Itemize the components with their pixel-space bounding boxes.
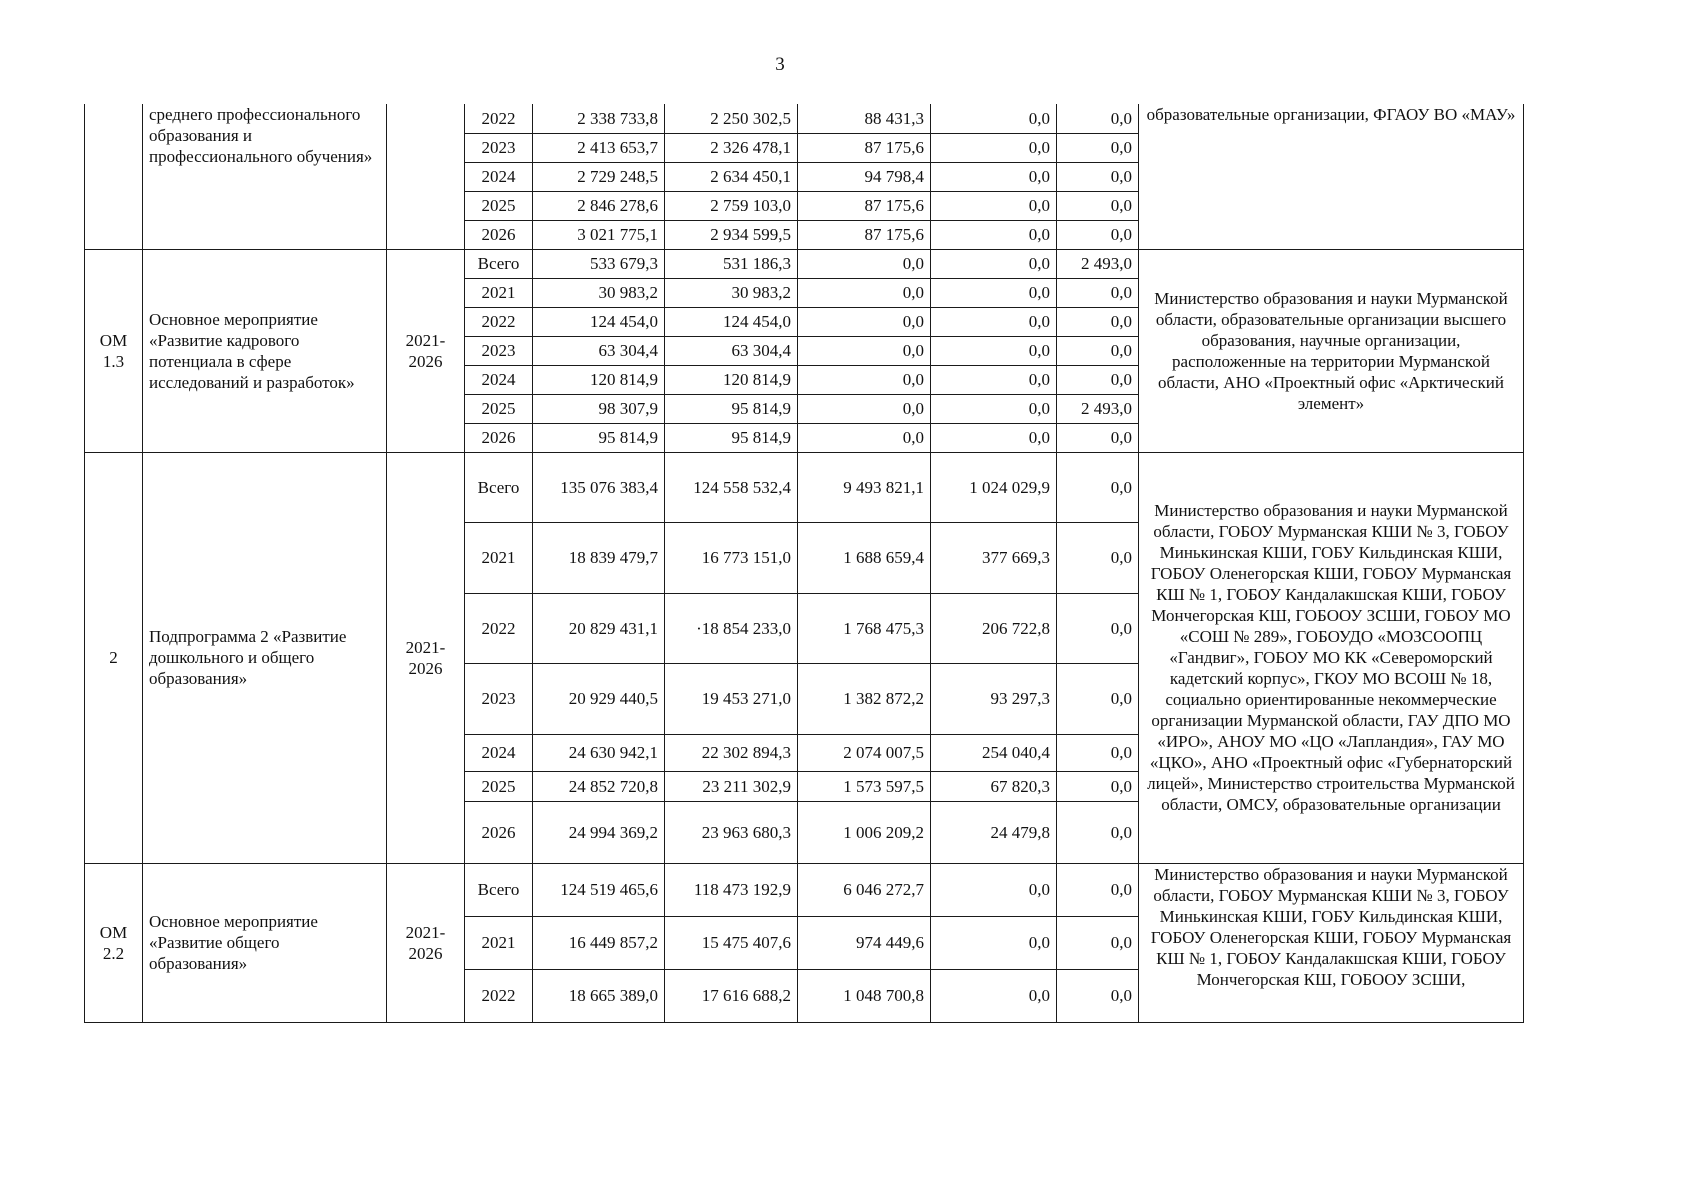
other-sources-cell: 0,0 xyxy=(1057,663,1139,734)
federal-budget-cell: 0,0 xyxy=(798,365,931,394)
local-budget-cell: 0,0 xyxy=(931,191,1057,220)
regional-budget-cell: 15 475 407,6 xyxy=(665,916,798,969)
local-budget-cell: 93 297,3 xyxy=(931,663,1057,734)
total-cell: 2 729 248,5 xyxy=(533,162,665,191)
year-cell: 2022 xyxy=(465,104,533,133)
local-budget-cell: 24 479,8 xyxy=(931,801,1057,863)
other-sources-cell: 0,0 xyxy=(1057,452,1139,522)
federal-budget-cell: 1 006 209,2 xyxy=(798,801,931,863)
total-cell: 24 630 942,1 xyxy=(533,734,665,771)
total-cell: 16 449 857,2 xyxy=(533,916,665,969)
local-budget-cell: 254 040,4 xyxy=(931,734,1057,771)
local-budget-cell: 0,0 xyxy=(931,133,1057,162)
item-code: ОМ 2.2 xyxy=(85,863,143,1022)
year-cell: 2026 xyxy=(465,423,533,452)
other-sources-cell: 0,0 xyxy=(1057,593,1139,663)
federal-budget-cell: 1 768 475,3 xyxy=(798,593,931,663)
total-cell: 124 454,0 xyxy=(533,307,665,336)
item-period: 2021-2026 xyxy=(387,249,465,452)
total-cell: 124 519 465,6 xyxy=(533,863,665,916)
regional-budget-cell: 95 814,9 xyxy=(665,423,798,452)
other-sources-cell: 0,0 xyxy=(1057,969,1139,1022)
local-budget-cell: 0,0 xyxy=(931,336,1057,365)
other-sources-cell: 0,0 xyxy=(1057,771,1139,801)
federal-budget-cell: 0,0 xyxy=(798,278,931,307)
regional-budget-cell: 124 558 532,4 xyxy=(665,452,798,522)
total-cell: 18 665 389,0 xyxy=(533,969,665,1022)
item-period: 2021-2026 xyxy=(387,863,465,1022)
other-sources-cell: 0,0 xyxy=(1057,278,1139,307)
item-code xyxy=(85,104,143,249)
regional-budget-cell: 63 304,4 xyxy=(665,336,798,365)
other-sources-cell: 0,0 xyxy=(1057,916,1139,969)
federal-budget-cell: 94 798,4 xyxy=(798,162,931,191)
regional-budget-cell: 30 983,2 xyxy=(665,278,798,307)
local-budget-cell: 206 722,8 xyxy=(931,593,1057,663)
year-cell: 2021 xyxy=(465,278,533,307)
year-cell: 2026 xyxy=(465,801,533,863)
table-row xyxy=(85,104,1524,133)
local-budget-cell: 0,0 xyxy=(931,220,1057,249)
total-cell: 533 679,3 xyxy=(533,249,665,278)
local-budget-cell: 0,0 xyxy=(931,278,1057,307)
local-budget-cell: 377 669,3 xyxy=(931,522,1057,593)
regional-budget-cell: 2 326 478,1 xyxy=(665,133,798,162)
federal-budget-cell: 2 074 007,5 xyxy=(798,734,931,771)
regional-budget-cell: 120 814,9 xyxy=(665,365,798,394)
local-budget-cell: 0,0 xyxy=(931,423,1057,452)
year-cell: 2021 xyxy=(465,522,533,593)
item-period xyxy=(387,104,465,249)
total-cell: 98 307,9 xyxy=(533,394,665,423)
federal-budget-cell: 0,0 xyxy=(798,249,931,278)
other-sources-cell: 0,0 xyxy=(1057,734,1139,771)
year-cell: Всего xyxy=(465,249,533,278)
year-cell: 2022 xyxy=(465,593,533,663)
year-cell: Всего xyxy=(465,863,533,916)
total-cell: 135 076 383,4 xyxy=(533,452,665,522)
year-cell: 2023 xyxy=(465,663,533,734)
regional-budget-cell: 17 616 688,2 xyxy=(665,969,798,1022)
total-cell: 95 814,9 xyxy=(533,423,665,452)
responsible-executors: образовательные организации, ФГАОУ ВО «МАУ» xyxy=(1139,104,1524,249)
local-budget-cell: 1 024 029,9 xyxy=(931,452,1057,522)
local-budget-cell: 0,0 xyxy=(931,249,1057,278)
federal-budget-cell: 6 046 272,7 xyxy=(798,863,931,916)
local-budget-cell: 0,0 xyxy=(931,969,1057,1022)
other-sources-cell: 0,0 xyxy=(1057,863,1139,916)
other-sources-cell: 0,0 xyxy=(1057,133,1139,162)
local-budget-cell: 0,0 xyxy=(931,104,1057,133)
total-cell: 3 021 775,1 xyxy=(533,220,665,249)
regional-budget-cell: 23 963 680,3 xyxy=(665,801,798,863)
local-budget-cell: 0,0 xyxy=(931,307,1057,336)
regional-budget-cell: 16 773 151,0 xyxy=(665,522,798,593)
responsible-executors: Министерство образования и науки Мурманской области, ГОБОУ Мурманская КШИ № 3, ГОБОУ Минькинская КШИ, ГОБУ Кильдинская КШИ, ГОБОУ Оленегорская КШИ, ГОБОУ Мурманская КШ № 1, ГОБОУ Кандалакшская КШИ, ГОБОУ Мончегорская КШ, ГОБООУ ЗСШИ, xyxy=(1139,863,1524,1022)
responsible-executors: Министерство образования и науки Мурманской области, образовательные организации высшего образования, научные организации, расположенные на территории Мурманской области, АНО «Проектный офис «Арктический элемент» xyxy=(1139,249,1524,452)
other-sources-cell: 0,0 xyxy=(1057,220,1139,249)
item-name: Подпрограмма 2 «Развитие дошкольного и общего образования» xyxy=(143,452,387,863)
federal-budget-cell: 1 048 700,8 xyxy=(798,969,931,1022)
regional-budget-cell: 118 473 192,9 xyxy=(665,863,798,916)
total-cell: 63 304,4 xyxy=(533,336,665,365)
table-row xyxy=(85,249,1524,278)
regional-budget-cell: 2 759 103,0 xyxy=(665,191,798,220)
regional-budget-cell: 531 186,3 xyxy=(665,249,798,278)
total-cell: 2 846 278,6 xyxy=(533,191,665,220)
regional-budget-cell: ·18 854 233,0 xyxy=(665,593,798,663)
item-name: Основное мероприятие «Развитие общего образования» xyxy=(143,863,387,1022)
other-sources-cell: 0,0 xyxy=(1057,307,1139,336)
year-cell: 2023 xyxy=(465,336,533,365)
other-sources-cell: 0,0 xyxy=(1057,801,1139,863)
item-name: Основное мероприятие «Развитие кадрового потенциала в сфере исследований и разработок» xyxy=(143,249,387,452)
regional-budget-cell: 23 211 302,9 xyxy=(665,771,798,801)
local-budget-cell: 0,0 xyxy=(931,863,1057,916)
federal-budget-cell: 1 382 872,2 xyxy=(798,663,931,734)
federal-budget-cell: 1 688 659,4 xyxy=(798,522,931,593)
federal-budget-cell: 0,0 xyxy=(798,394,931,423)
year-cell: 2022 xyxy=(465,969,533,1022)
item-code: 2 xyxy=(85,452,143,863)
year-cell: 2021 xyxy=(465,916,533,969)
year-cell: 2025 xyxy=(465,771,533,801)
federal-budget-cell: 9 493 821,1 xyxy=(798,452,931,522)
regional-budget-cell: 124 454,0 xyxy=(665,307,798,336)
local-budget-cell: 0,0 xyxy=(931,916,1057,969)
budget-table xyxy=(84,104,1524,1023)
other-sources-cell: 0,0 xyxy=(1057,162,1139,191)
year-cell: 2025 xyxy=(465,191,533,220)
federal-budget-cell: 974 449,6 xyxy=(798,916,931,969)
other-sources-cell: 0,0 xyxy=(1057,522,1139,593)
total-cell: 120 814,9 xyxy=(533,365,665,394)
responsible-executors: Министерство образования и науки Мурманской области, ГОБОУ Мурманская КШИ № 3, ГОБОУ Минькинская КШИ, ГОБУ Кильдинская КШИ, ГОБОУ Оленегорская КШИ, ГОБОУ Мурманская КШ № 1, ГОБОУ Кандалакшская КШИ, ГОБОУ Мончегорская КШ, ГОБООУ ЗСШИ, ГОБОУ МО «СОШ № 289», ГОБОУДО «МОЗСООПЦ «Гандвиг», ГОБОУ МО КК «Североморский кадетский корпус», ГКОУ МО ВСОШ № 18, социально ориентированные некоммерческие организации Мурманской области, ГАУ ДПО МО «ИРО», АНОУ МО «ЦО «Лапландия», ГАУ МО «ЦКО», АНО «Проектный офис «Губернаторский лицей», Министерство строительства Мурманской области, ОМСУ, образовательные организации xyxy=(1139,452,1524,863)
total-cell: 20 929 440,5 xyxy=(533,663,665,734)
item-code: ОМ 1.3 xyxy=(85,249,143,452)
federal-budget-cell: 0,0 xyxy=(798,336,931,365)
local-budget-cell: 0,0 xyxy=(931,162,1057,191)
regional-budget-cell: 2 634 450,1 xyxy=(665,162,798,191)
total-cell: 20 829 431,1 xyxy=(533,593,665,663)
other-sources-cell: 0,0 xyxy=(1057,336,1139,365)
federal-budget-cell: 1 573 597,5 xyxy=(798,771,931,801)
federal-budget-cell: 0,0 xyxy=(798,423,931,452)
federal-budget-cell: 87 175,6 xyxy=(798,133,931,162)
regional-budget-cell: 95 814,9 xyxy=(665,394,798,423)
federal-budget-cell: 87 175,6 xyxy=(798,220,931,249)
year-cell: 2024 xyxy=(465,162,533,191)
item-name: среднего профессионального образования и профессионального обучения» xyxy=(143,104,387,249)
total-cell: 24 994 369,2 xyxy=(533,801,665,863)
other-sources-cell: 0,0 xyxy=(1057,191,1139,220)
year-cell: 2024 xyxy=(465,365,533,394)
other-sources-cell: 2 493,0 xyxy=(1057,249,1139,278)
year-cell: 2026 xyxy=(465,220,533,249)
local-budget-cell: 0,0 xyxy=(931,365,1057,394)
total-cell: 18 839 479,7 xyxy=(533,522,665,593)
other-sources-cell: 0,0 xyxy=(1057,365,1139,394)
regional-budget-cell: 2 250 302,5 xyxy=(665,104,798,133)
year-cell: 2025 xyxy=(465,394,533,423)
year-cell: 2023 xyxy=(465,133,533,162)
total-cell: 30 983,2 xyxy=(533,278,665,307)
total-cell: 24 852 720,8 xyxy=(533,771,665,801)
table-row xyxy=(85,452,1524,522)
regional-budget-cell: 22 302 894,3 xyxy=(665,734,798,771)
year-cell: 2022 xyxy=(465,307,533,336)
total-cell: 2 338 733,8 xyxy=(533,104,665,133)
federal-budget-cell: 88 431,3 xyxy=(798,104,931,133)
year-cell: 2024 xyxy=(465,734,533,771)
table-row xyxy=(85,863,1524,916)
federal-budget-cell: 87 175,6 xyxy=(798,191,931,220)
page-number: 3 xyxy=(775,54,785,75)
other-sources-cell: 2 493,0 xyxy=(1057,394,1139,423)
year-cell: Всего xyxy=(465,452,533,522)
item-period: 2021-2026 xyxy=(387,452,465,863)
total-cell: 2 413 653,7 xyxy=(533,133,665,162)
regional-budget-cell: 19 453 271,0 xyxy=(665,663,798,734)
federal-budget-cell: 0,0 xyxy=(798,307,931,336)
local-budget-cell: 67 820,3 xyxy=(931,771,1057,801)
other-sources-cell: 0,0 xyxy=(1057,104,1139,133)
local-budget-cell: 0,0 xyxy=(931,394,1057,423)
regional-budget-cell: 2 934 599,5 xyxy=(665,220,798,249)
other-sources-cell: 0,0 xyxy=(1057,423,1139,452)
